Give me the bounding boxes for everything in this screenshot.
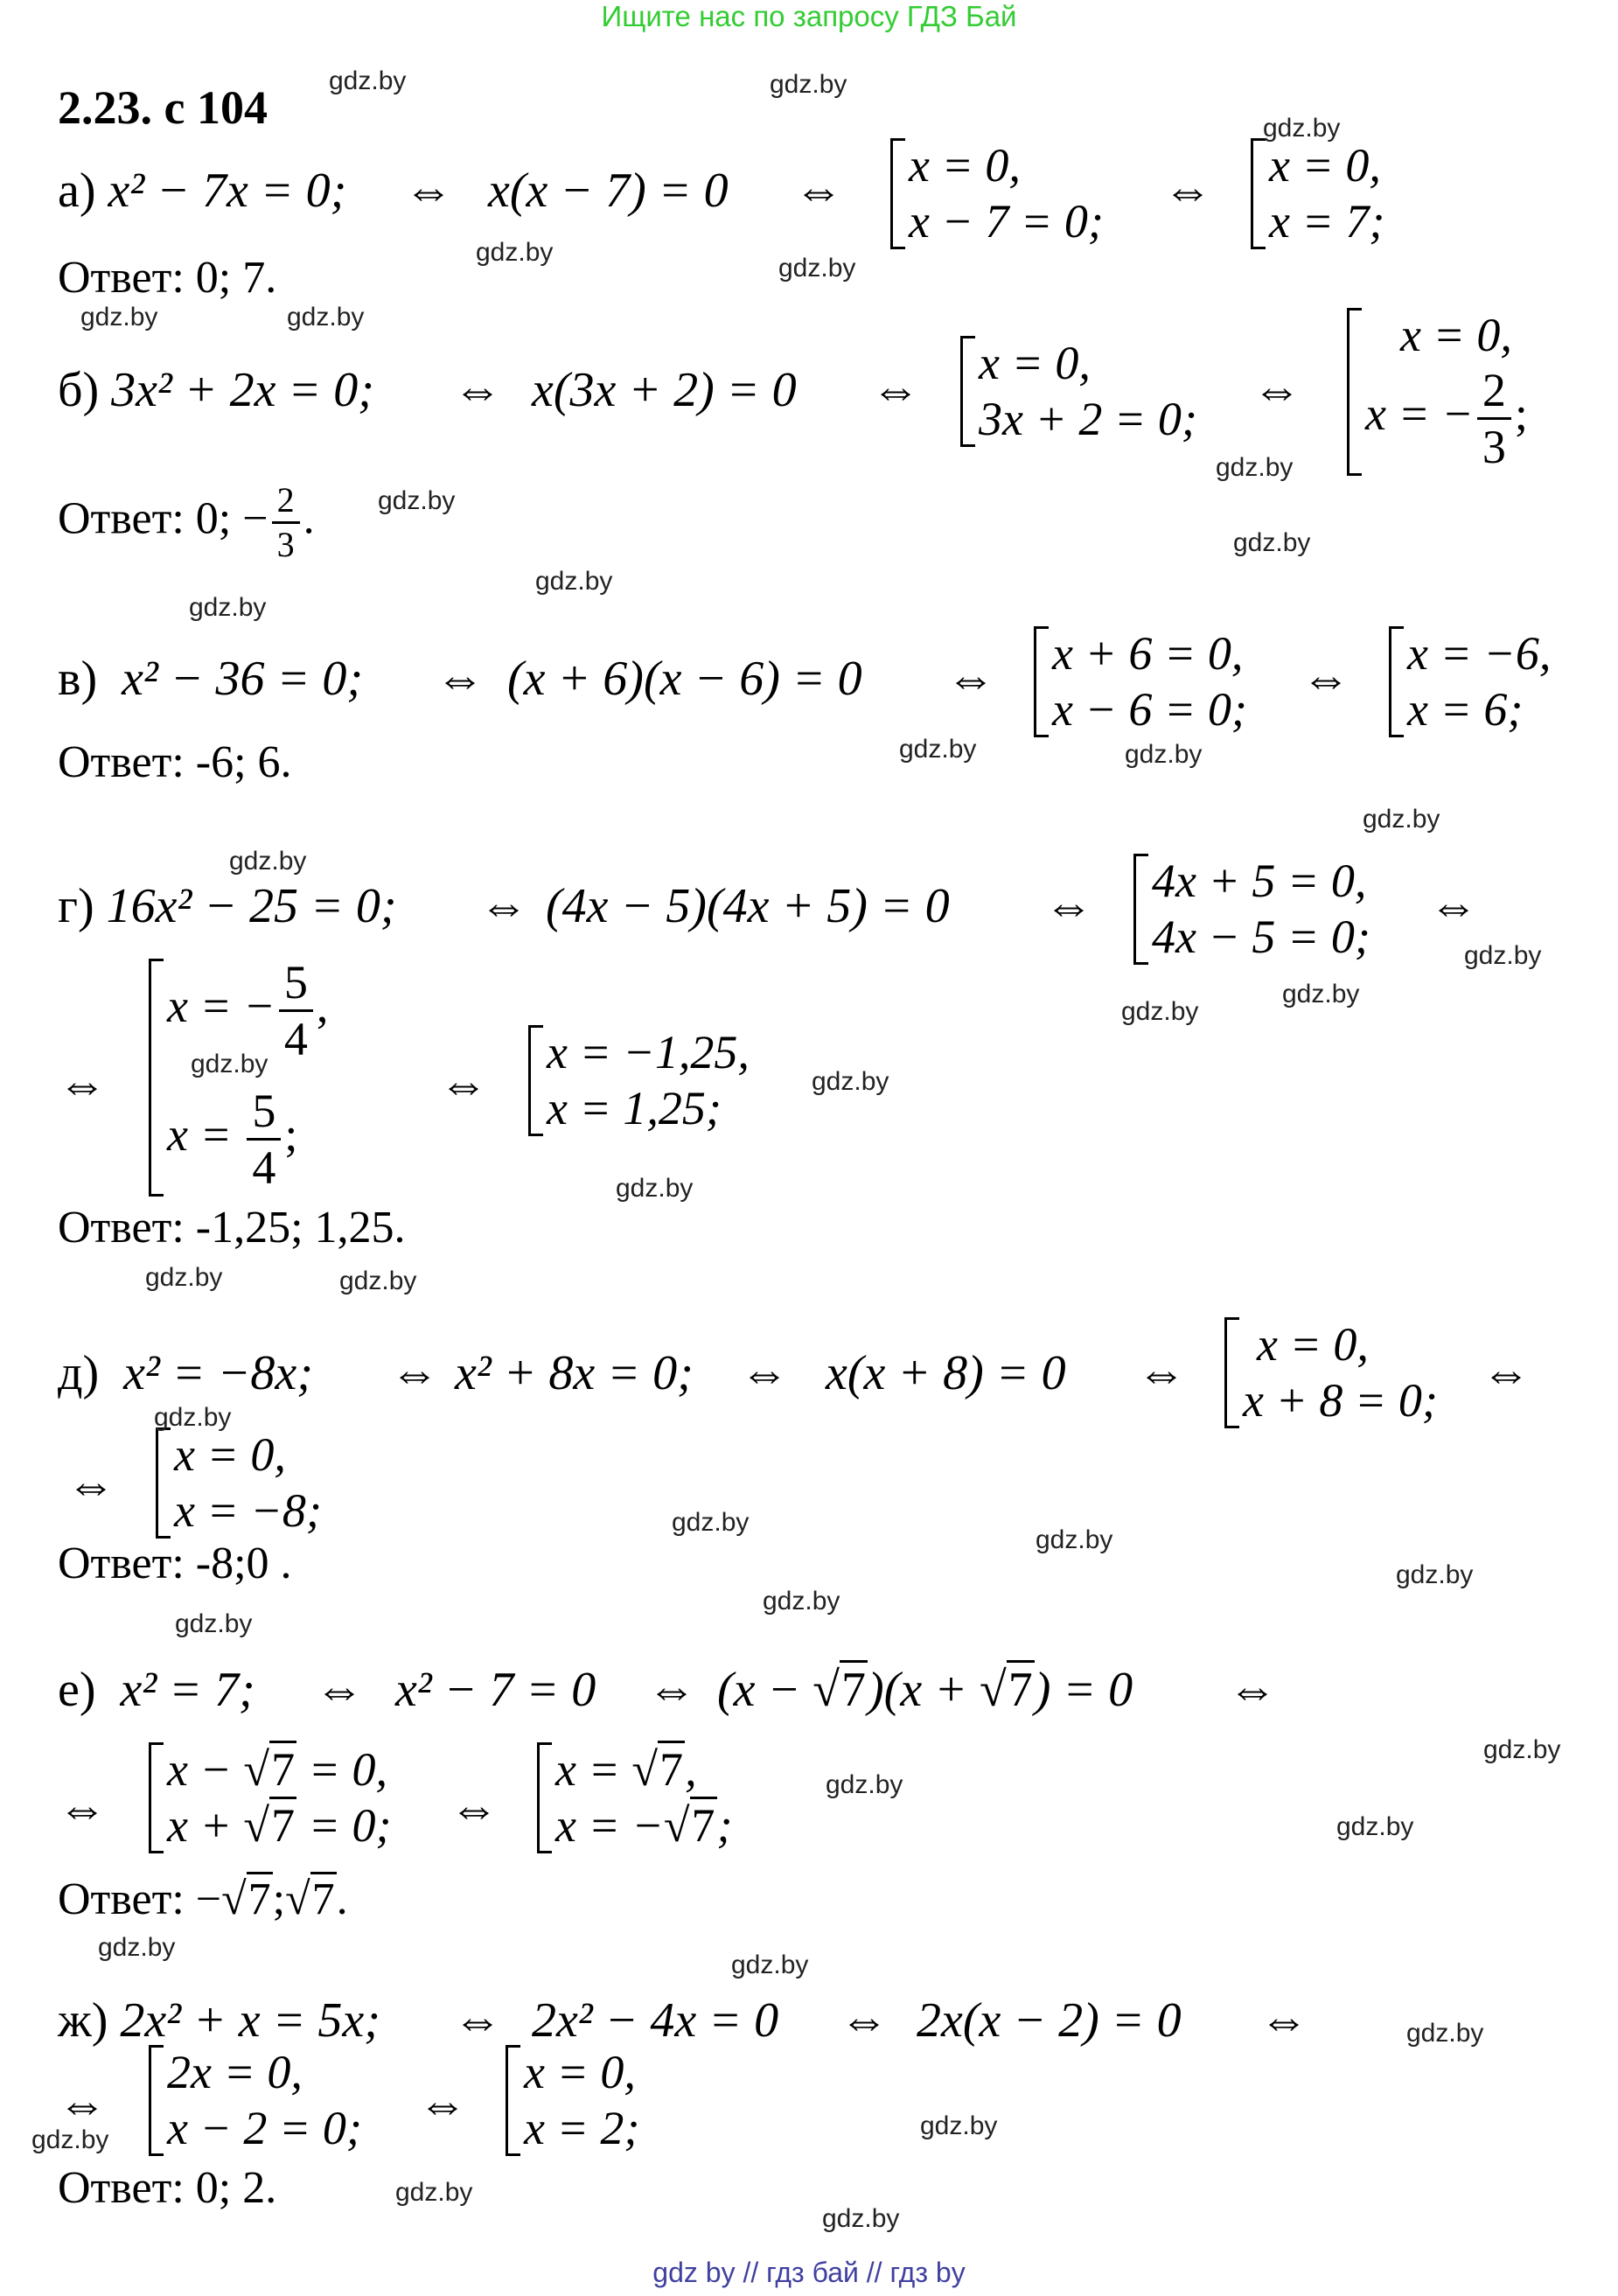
- equiv-symbol: ⇔: [740, 1346, 789, 1400]
- problem-zh-step1: 2x² − 4x = 0: [532, 1993, 779, 2048]
- equiv-symbol: ⇔: [450, 1782, 499, 1836]
- watermark: gdz.by: [287, 303, 365, 331]
- sqrt-seven: √7: [243, 1798, 296, 1854]
- problem-a-system-2: x = 0, x = 7;: [1251, 138, 1384, 249]
- watermark: gdz.by: [1483, 1735, 1561, 1764]
- watermark: gdz.by: [899, 735, 977, 764]
- problem-d-step2: x(x + 8) = 0: [826, 1346, 1066, 1400]
- problem-g-system-1: 4x + 5 = 0, 4x − 5 = 0;: [1133, 854, 1370, 965]
- equiv-symbol: ⇔: [1252, 363, 1301, 417]
- problem-v-system-2: x = −6, x = 6;: [1389, 626, 1551, 737]
- problem-b-system-1: x = 0, 3x + 2 = 0;: [960, 336, 1197, 447]
- watermark: gdz.by: [826, 1770, 903, 1799]
- problem-g-step1: (4x − 5)(4x + 5) = 0: [546, 879, 950, 933]
- problem-zh-answer: Ответ: 0; 2.: [58, 2163, 277, 2213]
- top-banner: Ищите нас по запросу ГДЗ Бай: [601, 0, 1017, 32]
- problem-zh-step2: 2x(x − 2) = 0: [917, 1993, 1182, 2048]
- equiv-symbol: ⇔: [453, 363, 502, 417]
- watermark: gdz.by: [822, 2204, 900, 2233]
- watermark: gdz.by: [395, 2178, 473, 2207]
- equiv-symbol: ⇔: [436, 652, 485, 706]
- equiv-symbol: ⇔: [479, 879, 528, 933]
- watermark: gdz.by: [1233, 528, 1311, 557]
- problem-b-equation: б) 3x² + 2x = 0;: [58, 363, 374, 417]
- problem-v-equation: в) x² − 36 = 0;: [58, 652, 363, 706]
- watermark: gdz.by: [778, 254, 856, 283]
- equiv-symbol: ⇔: [439, 1057, 488, 1112]
- watermark: gdz.by: [770, 70, 847, 99]
- watermark: gdz.by: [1464, 941, 1542, 970]
- watermark: gdz.by: [1336, 1812, 1414, 1841]
- watermark: gdz.by: [1406, 2019, 1484, 2048]
- problem-a-equation: а) x² − 7x = 0;: [58, 164, 347, 218]
- fraction-two-thirds: $\frac{2}{3}$: [272, 483, 300, 562]
- problem-a-system-1: x = 0, x − 7 = 0;: [890, 138, 1104, 249]
- equiv-symbol: ⇔: [1044, 879, 1093, 933]
- problem-e-system-1: x − √7 = 0, x + √7 = 0;: [149, 1742, 391, 1853]
- watermark: gdz.by: [98, 1933, 176, 1962]
- problem-e-system-2: x = √7, x = −√7;: [537, 1742, 732, 1853]
- watermark: gdz.by: [535, 567, 613, 596]
- watermark: gdz.by: [1282, 980, 1360, 1008]
- sqrt-seven: √7: [243, 1742, 296, 1798]
- watermark: gdz.by: [731, 1951, 809, 1979]
- watermark: gdz.by: [616, 1174, 694, 1203]
- fraction-two-thirds: $\frac{2}{3}$: [1477, 366, 1511, 471]
- problem-d-system-2: x = 0, x = −8;: [156, 1427, 322, 1539]
- problem-zh-equation: ж) 2x² + x = 5x;: [58, 1993, 380, 2048]
- watermark: gdz.by: [378, 486, 456, 515]
- problem-d-step1: x² + 8x = 0;: [455, 1346, 694, 1400]
- sqrt-seven: √7: [664, 1798, 717, 1854]
- sqrt-seven: √7: [631, 1742, 685, 1798]
- problem-e-step1: x² − 7 = 0: [395, 1663, 596, 1717]
- problem-a-step1: x(x − 7) = 0: [488, 164, 729, 218]
- equiv-symbol: ⇔: [404, 164, 453, 218]
- equiv-symbol: ⇔: [794, 164, 843, 218]
- watermark: gdz.by: [145, 1263, 223, 1292]
- problem-b-step1: x(3x + 2) = 0: [532, 363, 797, 417]
- equiv-symbol: ⇔: [1228, 1663, 1277, 1717]
- problem-v-answer: Ответ: -6; 6.: [58, 737, 292, 787]
- sqrt-seven: √7: [285, 1877, 337, 1923]
- equiv-symbol: ⇔: [840, 1993, 889, 2048]
- problem-d-system-1: x = 0, x + 8 = 0;: [1224, 1317, 1438, 1428]
- fraction-five-fourths: $\frac{5}{4}$: [247, 1087, 281, 1191]
- watermark: gdz.by: [175, 1609, 253, 1638]
- watermark: gdz.by: [812, 1067, 889, 1096]
- equiv-symbol: ⇔: [871, 363, 920, 417]
- watermark: gdz.by: [672, 1508, 750, 1537]
- equiv-symbol: ⇔: [1482, 1346, 1531, 1400]
- watermark: gdz.by: [1396, 1560, 1474, 1589]
- problem-e-step2: (x − √7)(x + √7) = 0: [717, 1665, 1133, 1714]
- equiv-symbol: ⇔: [946, 652, 995, 706]
- sqrt-seven: √7: [221, 1877, 273, 1923]
- watermark: gdz.by: [329, 66, 407, 95]
- equiv-symbol: ⇔: [58, 2077, 107, 2132]
- watermark: gdz.by: [154, 1403, 232, 1432]
- watermark: gdz.by: [189, 593, 267, 622]
- watermark: gdz.by: [1363, 805, 1440, 834]
- fraction-five-fourths: $\frac{5}{4}$: [279, 959, 313, 1063]
- problem-d-answer: Ответ: -8;0 .: [58, 1539, 292, 1588]
- equiv-symbol: ⇔: [1137, 1346, 1186, 1400]
- equiv-symbol: ⇔: [58, 1057, 107, 1112]
- equiv-symbol: ⇔: [1301, 652, 1350, 706]
- problem-b-system-2: x = 0, x = − $\frac{2}{3}$ ;: [1347, 308, 1528, 476]
- problem-b-answer: Ответ: 0; − $\frac{2}{3}$ .: [58, 480, 315, 564]
- problem-zh-system-2: x = 0, x = 2;: [506, 2045, 639, 2156]
- problem-g-system-2: x = − $\frac{5}{4}$ , x = $\frac{5}{4}$ ;: [149, 959, 328, 1197]
- watermark: gdz.by: [1263, 114, 1341, 143]
- watermark: gdz.by: [191, 1050, 269, 1078]
- problem-g-system-3: x = −1,25, x = 1,25;: [528, 1025, 750, 1136]
- equiv-symbol: ⇔: [418, 2077, 467, 2132]
- equiv-symbol: ⇔: [1429, 879, 1478, 933]
- equiv-symbol: ⇔: [1163, 164, 1212, 218]
- problem-e-equation: е) x² = 7;: [58, 1663, 255, 1717]
- problem-v-system-1: x + 6 = 0, x − 6 = 0;: [1034, 626, 1247, 737]
- problem-d-equation: д) x² = −8x;: [58, 1346, 313, 1400]
- problem-g-equation: г) 16x² − 25 = 0;: [58, 879, 397, 933]
- problem-e-answer: Ответ: −√7;√7.: [58, 1877, 348, 1923]
- watermark: gdz.by: [1121, 997, 1199, 1026]
- equiv-symbol: ⇔: [58, 1782, 107, 1836]
- problem-v-step1: (x + 6)(x − 6) = 0: [507, 652, 862, 706]
- watermark: gdz.by: [229, 847, 307, 876]
- problem-a-answer: Ответ: 0; 7.: [58, 253, 277, 303]
- problem-zh-system-1: 2x = 0, x − 2 = 0;: [149, 2045, 362, 2156]
- sqrt-seven: √7: [812, 1665, 868, 1714]
- watermark: gdz.by: [339, 1267, 417, 1295]
- equiv-symbol: ⇔: [453, 1993, 502, 2048]
- equiv-symbol: ⇔: [66, 1458, 115, 1512]
- equiv-symbol: ⇔: [315, 1663, 364, 1717]
- watermark: gdz.by: [920, 2111, 998, 2140]
- watermark: gdz.by: [1036, 1525, 1113, 1554]
- watermark: gdz.by: [31, 2125, 109, 2154]
- problem-g-answer: Ответ: -1,25; 1,25.: [58, 1203, 406, 1253]
- watermark: gdz.by: [1216, 453, 1294, 482]
- watermark: gdz.by: [763, 1587, 840, 1616]
- watermark: gdz.by: [476, 238, 554, 267]
- page-title: 2.23. с 104: [58, 81, 268, 134]
- bottom-banner: gdz by // гдз бай // гдз by: [652, 2257, 966, 2288]
- sqrt-seven: √7: [980, 1665, 1035, 1714]
- equiv-symbol: ⇔: [1259, 1993, 1308, 2048]
- watermark: gdz.by: [1125, 740, 1203, 769]
- equiv-symbol: ⇔: [390, 1346, 439, 1400]
- equiv-symbol: ⇔: [647, 1663, 696, 1717]
- watermark: gdz.by: [80, 303, 158, 331]
